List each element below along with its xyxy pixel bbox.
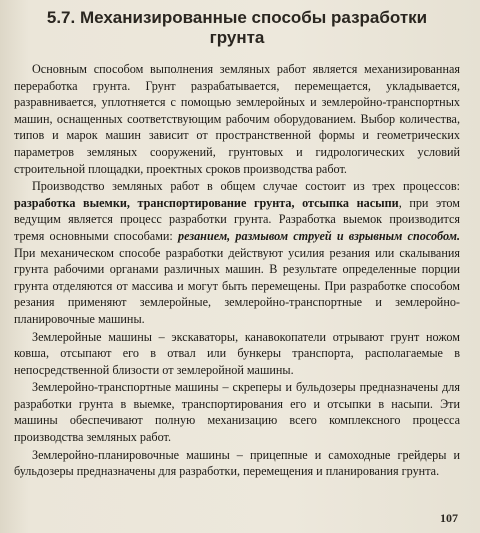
paragraph-2-bold-processes: разработка выемки, транспортирование грунта, отсыпка насыпи bbox=[14, 195, 399, 210]
paragraph-2-text-a: Производство земляных работ в общем случае состоит из трех процессов: bbox=[32, 179, 460, 194]
paragraph-2-italic-methods: резанием, размывом струей и взрывным способом. bbox=[177, 228, 460, 243]
section-heading-line-1: 5.7. Механизированные способы разработки bbox=[46, 8, 428, 27]
paragraph-1: Основным способом выполнения земляных работ является механизированная переработка грунта. Грунт разрабатывается, перемещается, укладывается, разравнивается, уплотняется с помощью землеройных и землеройно-транспортных машин, оснащенных соответствующим рабочим оборудованием. Выбор количества, типов и марок машин зависит от пространственной формы и геометрических параметров земляных сооружений, грунтовых и гидрологических условий строительной площадки, проектных сроков производства работ. bbox=[14, 62, 460, 176]
paragraph-4: Землеройно-транспортные машины – скреперы и бульдозеры предназначены для разработки грунта в выемке, транспортирования его и отсыпки в насыпи. Эти машины обеспечивают полную механизацию всего комплексного процесса производства земляных работ. bbox=[14, 380, 460, 445]
section-heading-line-2: грунта bbox=[209, 28, 265, 47]
page-number: 107 bbox=[440, 511, 458, 525]
section-heading bbox=[14, 8, 460, 48]
paragraph-3: Землеройные машины – экскаваторы, канавокопатели отрывают грунт ножом ковша, отсыпают его в отвал или бункеры транспорта, располагаемые в непосредственной близости от землеройной машины. bbox=[14, 329, 460, 377]
paragraph-2-text-c: При механическом способе разработки действуют усилия резания или скалывания грунта рабочими органами различных машин. В результате определенные порции грунта отделяются от массива и могут быть перемещены. При разработке способом резания применяют землеройные, землеройно-транспортные и землеройно-планировочные машины. bbox=[14, 245, 460, 326]
paragraph-2-text-b: , при этом ведущим является процесс разработки грунта. Разработка выемок производится тремя основными способами: bbox=[14, 195, 461, 243]
paragraph-2 bbox=[14, 178, 460, 327]
paragraph-5: Землеройно-планировочные машины – прицепные и самоходные грейдеры и бульдозеры предназначены для разработки, перемещения и планирования грунта. bbox=[14, 447, 460, 479]
